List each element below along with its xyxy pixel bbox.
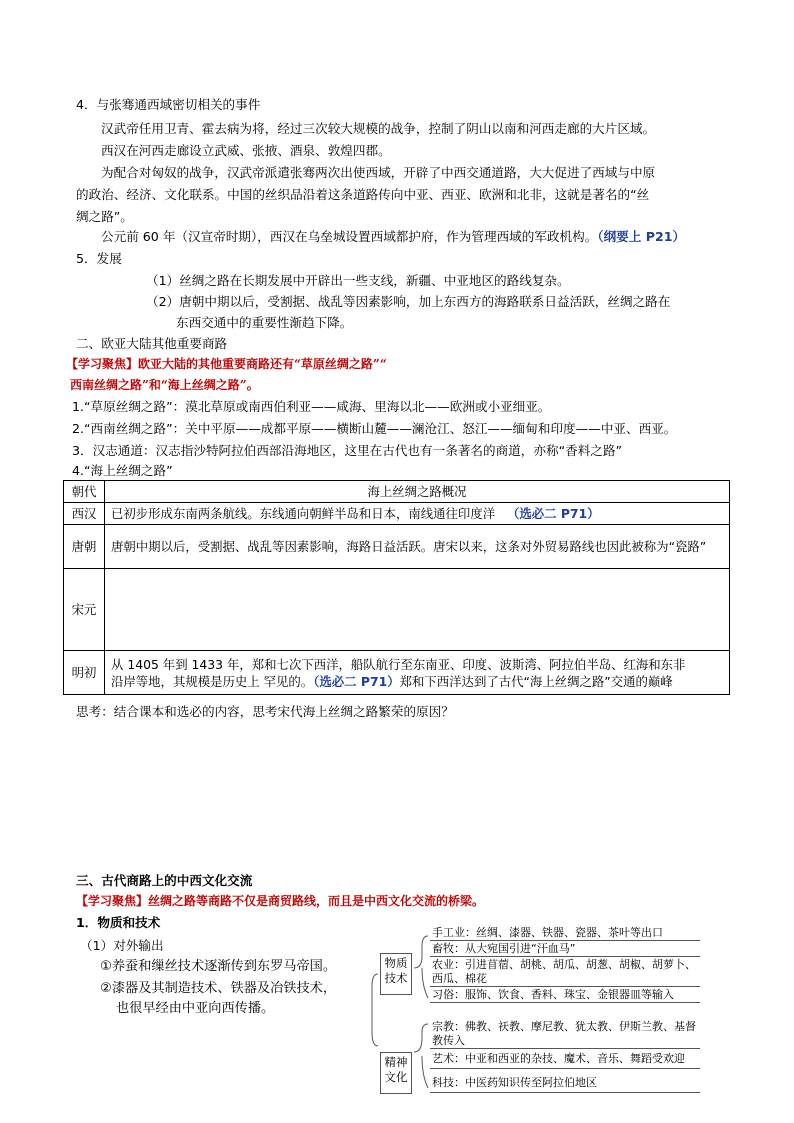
focus-text-a: 欧亚大陆的其他重要商路还有“草原丝绸之路”“ — [138, 357, 387, 371]
part3-subheading-1a: （1）对外输出 — [80, 938, 164, 953]
table-cell-text — [105, 569, 730, 651]
mindmap-node-agriculture: 农业：引进苜蓿、胡桃、胡瓜、胡葱、胡椒、胡萝卜、西瓜、棉花 — [432, 958, 696, 985]
brace-lower — [414, 1024, 428, 1088]
row-text-a: 从 1405 年到 1433 年，郑和七次下西洋，船队航行至东南亚、印度、波斯湾、阿拉伯半岛、红海和东非 — [111, 656, 686, 672]
think-question: 思考：结合课本和选必的内容，思考宋代海上丝绸之路繁荣的原因？ — [76, 704, 454, 719]
maritime-silk-road-table — [63, 480, 730, 695]
divider — [430, 986, 700, 987]
row-text: 已初步形成东南两条航线。东线通向朝鲜半岛和日本，南线通往印度洋 — [111, 506, 496, 521]
mindmap-node-art: 艺术：中亚和西亚的杂技、魔术、音乐、舞蹈受欢迎 — [432, 1052, 685, 1065]
focus-tag: 【学习聚焦】 — [66, 357, 139, 371]
output-item-1: ①养蚕和缫丝技术逐渐传到东罗马帝国。 — [100, 959, 337, 974]
output-item-2a: ②漆器及其制造技术、铁器及冶铁技术， — [100, 981, 337, 996]
section5-item-1: （1）丝绸之路在长期发展中开辟出一些支线，新疆、中亚地区的路线复杂。 — [146, 273, 570, 288]
table-row — [64, 651, 730, 695]
section4-paragraph-3c: 绸之路”。 — [76, 209, 133, 224]
section4-paragraph-1: 汉武帝任用卫青、霍去病为将，经过三次较大规模的战争，控制了阴山以南和河西走廊的大片区域。 — [101, 121, 656, 136]
section4-paragraph-4-text: 公元前 60 年（汉宣帝时期），西汉在乌垒城设置西域都护府，作为管理西域的军政机构。 — [101, 229, 598, 244]
table-cell-era: 西汉 — [64, 503, 105, 525]
route-3: 3．汉志通道：汉志指沙特阿拉伯西部沿海地区，这里在古代也有一条著名的商道，亦称“香料之路” — [72, 443, 622, 458]
part2-heading: 二、欧亚大陆其他重要商路 — [76, 336, 228, 351]
divider — [430, 1092, 700, 1093]
table-cell-era: 明初 — [64, 651, 105, 695]
table-cell-text: 唐朝中期以后，受割据、战乱等因素影响，海路日益活跃。唐宋以来，这条对外贸易路线也因此被称为“瓷路” — [105, 525, 730, 569]
section4-paragraph-3a: 为配合对匈奴的战争，汉武帝派遣张骞两次出使西域，开辟了中西交通道路，大大促进了西域与中原 — [101, 165, 656, 180]
textbook-reference: （纲要上 P21） — [597, 229, 686, 244]
table-header-overview: 海上丝绸之路概况 — [105, 481, 730, 503]
mindmap-node-customs: 习俗：服饰、饮食、香料、珠宝、金银器皿等输入 — [432, 988, 674, 1001]
table-header-era: 朝代 — [64, 481, 105, 503]
row-text-c: 郑和下西洋达到了古代“海上丝绸之路”交通的巅峰 — [399, 673, 673, 689]
focus-tag: 【学习聚焦】 — [76, 894, 149, 908]
textbook-reference: （选必二 P71） — [506, 506, 600, 521]
divider — [430, 1048, 700, 1049]
focus-text-b: 西南丝绸之路”和“海上丝绸之路”。 — [70, 378, 259, 392]
row-text-b: 沿岸等地，其规模是历史上 罕见的。 — [111, 673, 314, 689]
route-2: 2.“西南丝绸之路”：关中平原——成都平原——横断山麓——澜沧江、怒江——缅甸和印度——中亚、西亚。 — [72, 421, 677, 436]
section5-item-2b: 东西交通中的重要性渐趋下降。 — [176, 315, 353, 330]
brace-upper — [414, 936, 428, 998]
mindmap-box-material: 物质技术 — [380, 953, 412, 995]
table-cell-text — [105, 651, 730, 695]
table-cell-era: 唐朝 — [64, 525, 105, 569]
mindmap-node-religion: 宗教：佛教、祆教、摩尼教、犹太教、伊斯兰教、基督教传入 — [432, 1020, 696, 1047]
divider — [430, 956, 700, 957]
table-header-row — [64, 481, 730, 503]
mindmap-node-technology: 科技：中医药知识传至阿拉伯地区 — [432, 1076, 597, 1089]
divider — [430, 1068, 700, 1069]
section4-paragraph-4 — [101, 228, 685, 246]
route-1: 1.“草原丝绸之路”：漠北草原或南西伯利亚——咸海、里海以北——欧洲或小亚细亚。 — [72, 399, 551, 414]
textbook-reference: （选必二 P71） — [313, 673, 400, 689]
brace-trunk — [372, 974, 378, 1046]
table-row — [64, 525, 730, 569]
mindmap-node-livestock: 畜牧：从大宛国引进“汗血马” — [432, 942, 576, 955]
section4-paragraph-3b: 的政治、经济、文化联系。中国的丝织品沿着这条道路传向中亚、西亚、欧洲和北非，这就是著名的“丝 — [76, 187, 650, 202]
focus-text: 丝绸之路等商路不仅是商贸路线，而且是中西文化交流的桥梁。 — [148, 894, 485, 908]
part3-focus — [76, 892, 484, 910]
divider — [430, 940, 700, 941]
table-cell-text — [105, 503, 730, 525]
section4-paragraph-2: 西汉在河西走廊设立武威、张掖、酒泉、敦煌四郡。 — [101, 143, 391, 158]
section5-heading: 5．发展 — [76, 251, 122, 266]
part3-subheading-1: 1．物质和技术 — [76, 915, 161, 930]
part3-heading: 三、古代商路上的中西文化交流 — [76, 873, 253, 888]
mindmap-box-spiritual: 精神文化 — [380, 1052, 412, 1094]
table-row — [64, 503, 730, 525]
mindmap-node-handicraft: 手工业：丝绸、漆器、铁器、瓷器、茶叶等出口 — [432, 926, 663, 939]
output-item-2b: 也很早经由中亚向西传播。 — [116, 1001, 275, 1016]
divider — [430, 1002, 700, 1003]
route-4: 4.“海上丝绸之路” — [72, 463, 173, 478]
table-cell-era: 宋元 — [64, 569, 105, 651]
section4-heading: 4．与张骞通西域密切相关的事件 — [76, 97, 261, 112]
part2-focus — [66, 355, 387, 373]
table-row — [64, 569, 730, 651]
section5-item-2a: （2）唐朝中期以后，受割据、战乱等因素影响，加上东西方的海路联系日益活跃，丝绸之路在 — [146, 294, 671, 309]
